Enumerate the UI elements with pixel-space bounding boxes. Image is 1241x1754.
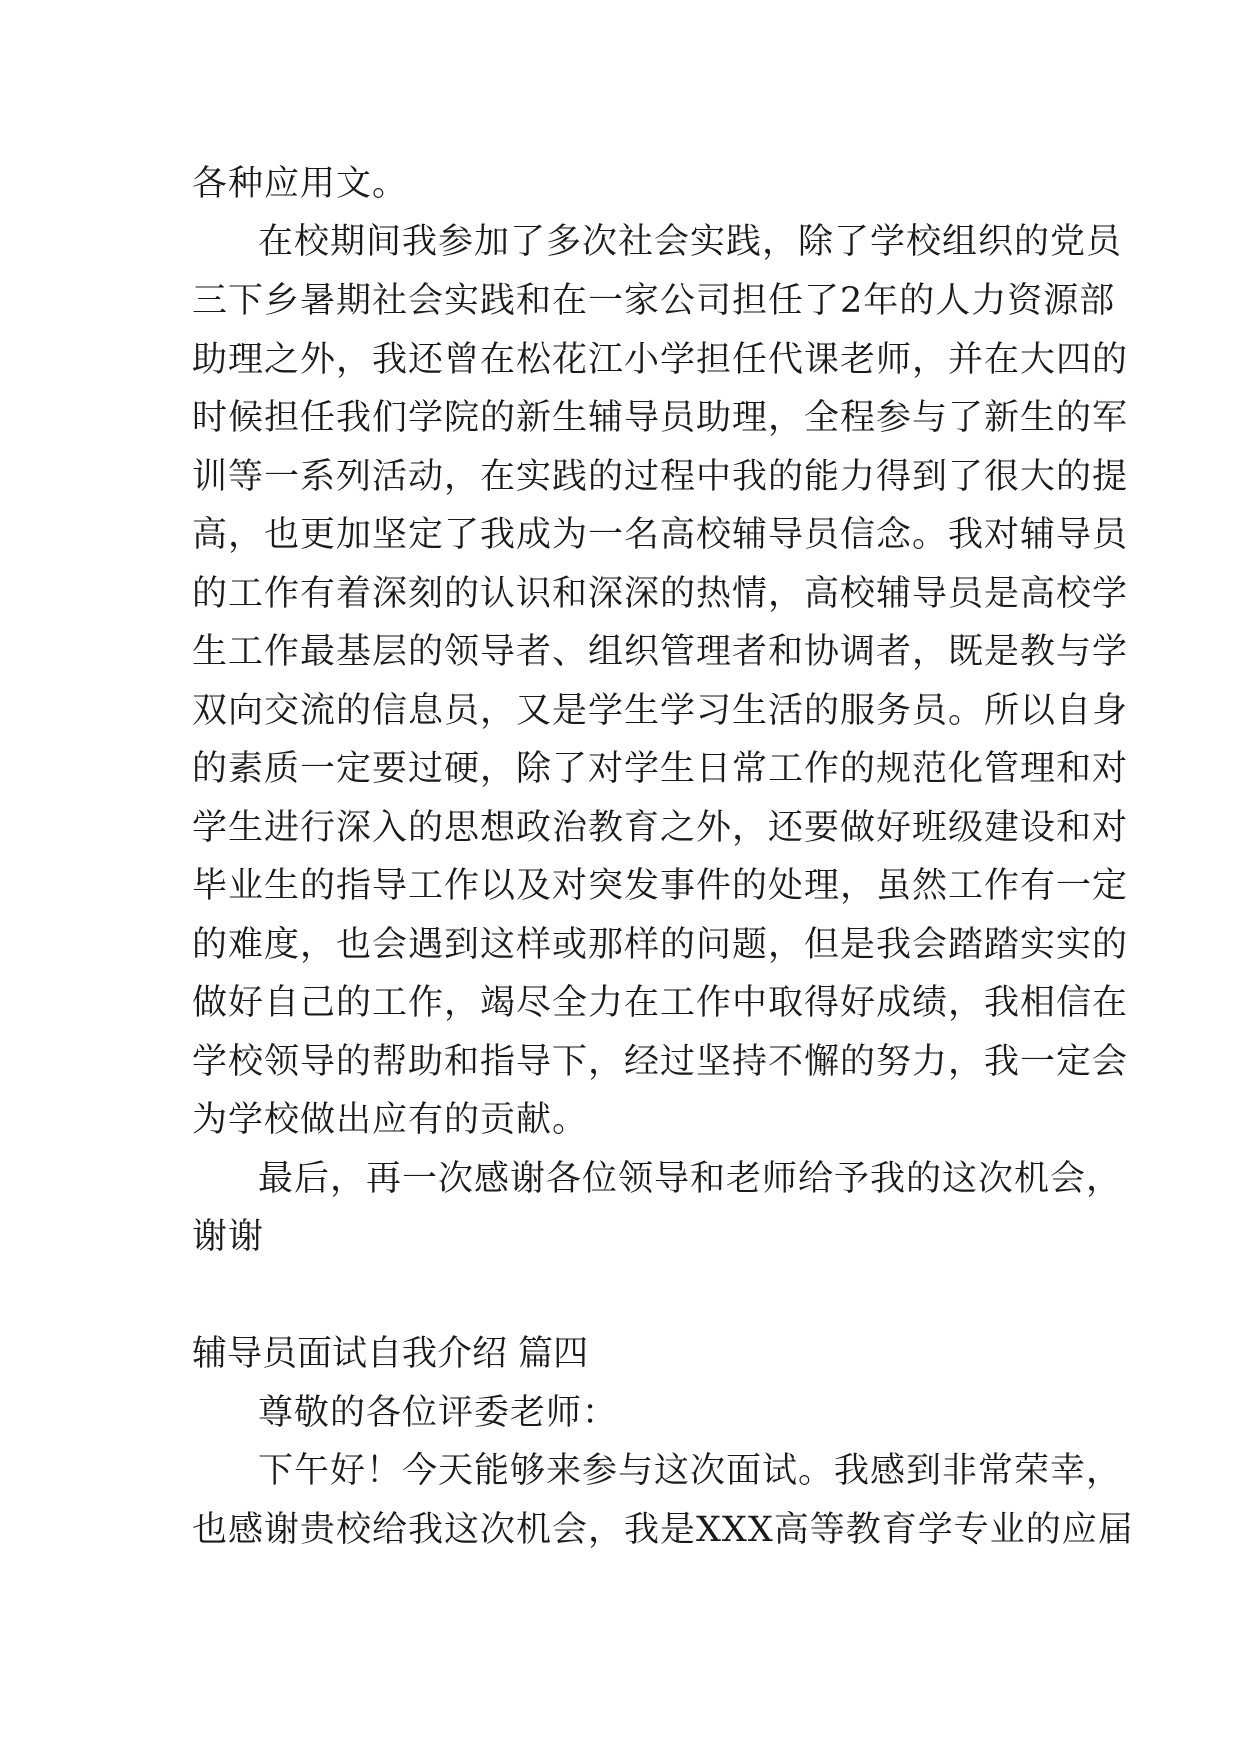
text-line: 助理之外，我还曾在松花江小学担任代课老师，并在大四的 <box>192 340 1129 380</box>
text-line: 各种应用文。 <box>192 164 409 204</box>
text-line: 的难度，也会遇到这样或那样的问题，但是我会踏踏实实的 <box>192 925 1129 965</box>
text-line: 谢谢 <box>192 1217 265 1257</box>
text-line: 的素质一定要过硬，除了对学生日常工作的规范化管理和对 <box>192 749 1129 789</box>
text-line: 双向交流的信息员，又是学生学习生活的服务员。所以自身 <box>192 691 1129 731</box>
text-line: 学校领导的帮助和指导下，经过坚持不懈的努力，我一定会 <box>192 1042 1129 1082</box>
text-line: 三下乡暑期社会实践和在一家公司担任了2年的人力资源部 <box>192 281 1116 321</box>
text-line: 毕业生的指导工作以及对突发事件的处理，虽然工作有一定 <box>192 866 1129 906</box>
text-line: 做好自己的工作，竭尽全力在工作中取得好成绩，我相信在 <box>192 983 1129 1023</box>
text-line: 在校期间我参加了多次社会实践，除了学校组织的党员 <box>258 222 1123 262</box>
text-line: 训等一系列活动，在实践的过程中我的能力得到了很大的提 <box>192 457 1129 497</box>
salutation: 尊敬的各位评委老师： <box>258 1393 619 1433</box>
text-line: 时候担任我们学院的新生辅导员助理，全程参与了新生的军 <box>192 398 1129 438</box>
text-line: 生工作最基层的领导者、组织管理者和协调者，既是教与学 <box>192 632 1129 672</box>
text-line: 高，也更加坚定了我成为一名高校辅导员信念。我对辅导员 <box>192 515 1129 555</box>
text-line: 学生进行深入的思想政治教育之外，还要做好班级建设和对 <box>192 808 1129 848</box>
text-line: 的工作有着深刻的认识和深深的热情，高校辅导员是高校学 <box>192 574 1129 614</box>
section-heading: 辅导员面试自我介绍 篇四 <box>192 1334 589 1374</box>
text-line: 下午好！今天能够来参与这次面试。我感到非常荣幸， <box>258 1451 1123 1491</box>
text-line: 为学校做出应有的贡献。 <box>192 1100 589 1140</box>
text-line: 最后，再一次感谢各位领导和老师给予我的这次机会， <box>258 1159 1123 1199</box>
text-line: 也感谢贵校给我这次机会，我是XXX高等教育学专业的应届 <box>192 1510 1134 1550</box>
